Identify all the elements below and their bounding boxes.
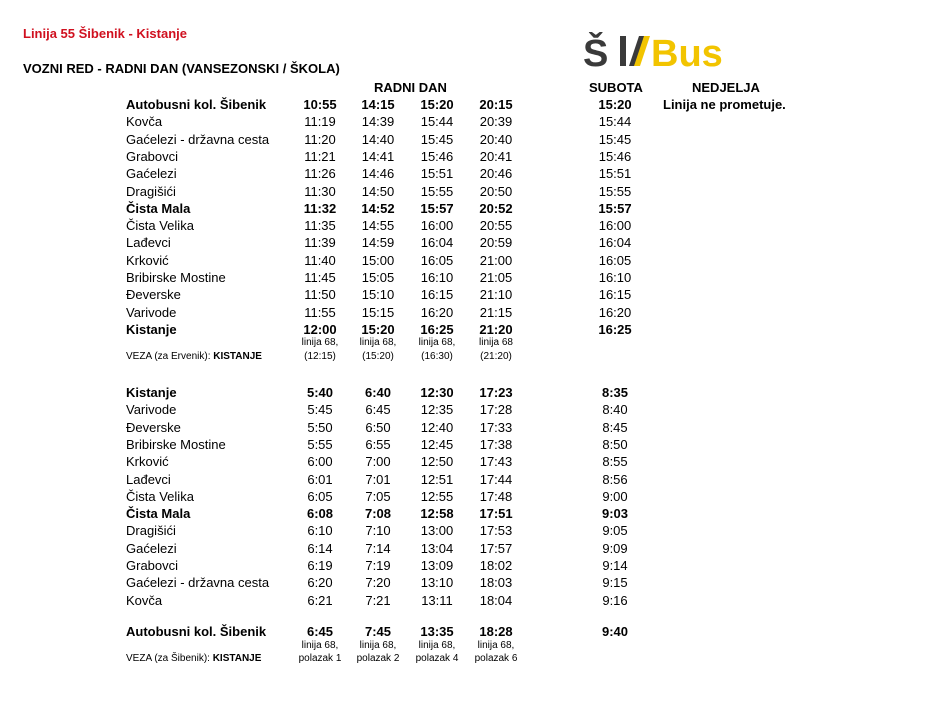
- departure-time: 21:00: [479, 253, 513, 268]
- stop-name: Dragišići: [126, 184, 176, 199]
- saturday-time: 16:05: [598, 253, 632, 268]
- header-radni-dan: RADNI DAN: [374, 80, 447, 95]
- timetable-row: [0, 436, 930, 453]
- saturday-time: 9:00: [602, 489, 628, 504]
- departure-time: 18:02: [479, 558, 513, 573]
- departure-time: 17:51: [479, 506, 513, 521]
- stop-name: Varivode: [126, 305, 177, 320]
- timetable-row: [0, 234, 930, 251]
- departure-time: 15:10: [361, 287, 395, 302]
- departure-time: 20:46: [479, 166, 513, 181]
- departure-time: 11:40: [304, 253, 336, 268]
- departure-time: 16:15: [420, 287, 454, 302]
- departure-time: 20:41: [479, 149, 513, 164]
- departure-time: 5:50: [307, 420, 333, 435]
- saturday-time: 16:04: [598, 235, 632, 250]
- connection-prefix: VEZA (za Ervenik):: [126, 351, 214, 362]
- departure-time: 20:40: [479, 132, 513, 147]
- stop-name: Đeverske: [126, 287, 181, 302]
- timetable-row: [0, 471, 930, 488]
- departure-time: 16:04: [420, 235, 454, 250]
- saturday-time: 15:45: [598, 132, 632, 147]
- departure-time: 18:03: [479, 575, 513, 590]
- departure-time: 16:00: [420, 218, 454, 233]
- departure-time: 20:39: [479, 114, 513, 129]
- timetable-row: [0, 96, 930, 113]
- departure-time: 14:41: [361, 149, 395, 164]
- departure-time: 6:14: [307, 541, 333, 556]
- departure-time: 10:55: [303, 97, 337, 112]
- saturday-time: 9:16: [602, 593, 628, 608]
- departure-time: 15:46: [420, 149, 454, 164]
- departure-time: 13:00: [420, 523, 454, 538]
- departure-time: 7:05: [365, 489, 391, 504]
- saturday-time: 15:20: [598, 97, 632, 112]
- departure-time: 17:43: [479, 454, 513, 469]
- connection-note: (15:20): [362, 351, 394, 362]
- saturday-time: 9:09: [602, 541, 628, 556]
- saturday-time: 9:05: [602, 523, 628, 538]
- departure-time: 6:21: [307, 593, 333, 608]
- departure-time: 17:53: [479, 523, 513, 538]
- saturday-time: 8:55: [602, 454, 628, 469]
- timetable-row: [0, 453, 930, 470]
- connection-note: linija 68,: [477, 640, 515, 651]
- timetable-row: [0, 286, 930, 303]
- departure-time: 13:11: [421, 593, 453, 608]
- departure-time: 11:20: [304, 132, 336, 147]
- departure-time: 14:52: [361, 201, 395, 216]
- departure-time: 11:35: [304, 218, 336, 233]
- departure-time: 11:39: [304, 235, 336, 250]
- departure-time: 15:20: [361, 322, 395, 337]
- stop-name: Čista Velika: [126, 218, 194, 233]
- departure-time: 7:20: [365, 575, 391, 590]
- connection-note: (12:15): [304, 351, 336, 362]
- departure-time: 7:10: [365, 523, 391, 538]
- stop-name: Varivode: [126, 402, 177, 417]
- schedule-title: VOZNI RED - RADNI DAN (VANSEZONSKI / ŠKOLA): [23, 61, 340, 76]
- stop-name: Autobusni kol. Šibenik: [126, 624, 267, 639]
- timetable-row: [0, 183, 930, 200]
- saturday-time: 16:00: [598, 218, 632, 233]
- timetable-row: [0, 252, 930, 269]
- departure-time: 17:44: [479, 472, 513, 487]
- saturday-time: 15:55: [598, 184, 632, 199]
- departure-time: 16:20: [420, 305, 454, 320]
- departure-time: 13:10: [420, 575, 454, 590]
- departure-time: 14:50: [361, 184, 395, 199]
- timetable-row: [0, 401, 930, 418]
- timetable-row: [0, 148, 930, 165]
- connection-note: linija 68,: [418, 337, 456, 348]
- departure-time: 21:10: [479, 287, 513, 302]
- departure-time: 14:15: [361, 97, 395, 112]
- departure-time: 15:20: [420, 97, 454, 112]
- departure-time: 6:00: [307, 454, 333, 469]
- logo-bus-text: Bus: [651, 33, 723, 72]
- departure-time: 14:39: [361, 114, 395, 129]
- saturday-time: 15:51: [598, 166, 632, 181]
- departure-time: 15:51: [420, 166, 454, 181]
- departure-time: 13:04: [420, 541, 454, 556]
- departure-time: 14:55: [361, 218, 395, 233]
- departure-time: 11:50: [304, 287, 336, 302]
- stop-name: Dragišići: [126, 523, 176, 538]
- connection-note: polazak 1: [298, 653, 342, 664]
- departure-time: 11:21: [304, 149, 336, 164]
- sikbus-logo: [583, 30, 751, 72]
- stop-name: Gaćelezi: [126, 166, 177, 181]
- departure-time: 21:15: [479, 305, 513, 320]
- saturday-time: 8:40: [602, 402, 628, 417]
- departure-time: 7:14: [365, 541, 391, 556]
- stop-name: Grabovci: [126, 558, 179, 573]
- stop-name: Čista Mala: [126, 506, 191, 521]
- saturday-time: 8:45: [602, 420, 628, 435]
- departure-time: 6:10: [307, 523, 333, 538]
- departure-time: 6:55: [365, 437, 391, 452]
- timetable-row: [0, 321, 930, 338]
- timetable-row: [0, 113, 930, 130]
- departure-time: 5:55: [307, 437, 333, 452]
- departure-time: 16:05: [420, 253, 454, 268]
- saturday-time: 9:15: [602, 575, 628, 590]
- connection-place: KISTANJE: [212, 653, 262, 664]
- departure-time: 11:26: [304, 166, 336, 181]
- departure-time: 11:55: [304, 305, 336, 320]
- departure-time: 6:19: [307, 558, 333, 573]
- departure-time: 17:48: [479, 489, 513, 504]
- departure-time: 11:19: [304, 114, 336, 129]
- departure-time: 20:55: [479, 218, 513, 233]
- departure-time: 17:38: [479, 437, 513, 452]
- departure-time: 15:45: [420, 132, 454, 147]
- timetable-row: [0, 419, 930, 436]
- saturday-time: 8:50: [602, 437, 628, 452]
- departure-time: 17:28: [479, 402, 513, 417]
- departure-time: 12:50: [420, 454, 454, 469]
- departure-time: 17:33: [479, 420, 513, 435]
- timetable-row: [0, 269, 930, 286]
- timetable-row: [0, 304, 930, 321]
- saturday-time: 9:14: [602, 558, 628, 573]
- connection-place: KISTANJE: [213, 351, 262, 362]
- departure-time: 15:57: [420, 201, 454, 216]
- timetable-row: [0, 384, 930, 401]
- departure-time: 20:59: [479, 235, 513, 250]
- stop-name: Kovča: [126, 114, 163, 129]
- timetable-row: [0, 505, 930, 522]
- stop-name: Grabovci: [126, 149, 179, 164]
- connection-label: [126, 653, 261, 664]
- saturday-time: 9:03: [601, 506, 629, 521]
- departure-time: 5:40: [306, 385, 334, 400]
- departure-time: 16:10: [420, 270, 454, 285]
- departure-time: 20:50: [479, 184, 513, 199]
- saturday-time: 9:40: [601, 624, 629, 639]
- connection-note: linija 68,: [359, 337, 397, 348]
- departure-time: 6:50: [365, 420, 391, 435]
- connection-note: linija 68,: [301, 640, 339, 651]
- departure-time: 12:51: [420, 472, 454, 487]
- timetable-row: [0, 592, 930, 609]
- logo-road-icon: [620, 36, 650, 66]
- stop-name: Đeverske: [126, 420, 181, 435]
- departure-time: 7:21: [365, 593, 391, 608]
- saturday-time: 15:46: [598, 149, 632, 164]
- timetable-row: [0, 623, 930, 640]
- header-nedjelja: NEDJELJA: [692, 80, 760, 95]
- timetable-row: [0, 165, 930, 182]
- departure-time: 6:05: [307, 489, 333, 504]
- timetable-row: [0, 200, 930, 217]
- departure-time: 16:25: [420, 322, 454, 337]
- connection-note: polazak 4: [415, 653, 459, 664]
- saturday-time: 15:57: [598, 201, 632, 216]
- departure-time: 14:40: [361, 132, 395, 147]
- departure-time: 7:00: [365, 454, 391, 469]
- departure-time: 12:35: [420, 402, 454, 417]
- stop-name: Lađevci: [126, 472, 171, 487]
- departure-time: 12:55: [420, 489, 454, 504]
- timetable-row: [0, 574, 930, 591]
- departure-time: 15:44: [420, 114, 454, 129]
- stop-name: Lađevci: [126, 235, 171, 250]
- departure-time: 13:09: [420, 558, 454, 573]
- stop-name: Bribirske Mostine: [126, 437, 226, 452]
- departure-time: 21:05: [479, 270, 513, 285]
- stop-name: Krković: [126, 454, 169, 469]
- stop-name: Kovča: [126, 593, 163, 608]
- connection-label: [126, 351, 262, 362]
- stop-name: Autobusni kol. Šibenik: [126, 97, 267, 112]
- stop-name: Čista Mala: [126, 201, 191, 216]
- departure-time: 20:52: [479, 201, 513, 216]
- departure-time: 17:57: [479, 541, 513, 556]
- departure-time: 12:58: [420, 506, 454, 521]
- departure-time: 15:00: [361, 253, 395, 268]
- departure-time: 7:08: [364, 506, 392, 521]
- connection-note: linija 68,: [301, 337, 339, 348]
- departure-time: 18:28: [479, 624, 513, 639]
- departure-time: 14:59: [361, 235, 395, 250]
- timetable-row: [0, 488, 930, 505]
- departure-time: 20:15: [479, 97, 513, 112]
- departure-time: 5:45: [307, 402, 333, 417]
- timetable-row: [0, 131, 930, 148]
- stop-name: Krković: [126, 253, 169, 268]
- departure-time: 18:04: [479, 593, 513, 608]
- departure-time: 12:00: [303, 322, 337, 337]
- departure-time: 6:45: [365, 402, 391, 417]
- header-subota: SUBOTA: [589, 80, 643, 95]
- timetable-row: [0, 540, 930, 557]
- timetable-row: [0, 217, 930, 234]
- stop-name: Gaćelezi: [126, 541, 177, 556]
- departure-time: 17:23: [479, 385, 513, 400]
- departure-time: 12:45: [420, 437, 454, 452]
- saturday-time: 16:10: [598, 270, 632, 285]
- timetable-row: [0, 557, 930, 574]
- departure-time: 6:20: [307, 575, 333, 590]
- departure-time: 7:45: [364, 624, 392, 639]
- connection-note: linija 68,: [418, 640, 456, 651]
- departure-time: 6:01: [307, 472, 333, 487]
- saturday-time: 16:15: [598, 287, 632, 302]
- stop-name: Kistanje: [126, 322, 177, 337]
- saturday-time: 16:20: [598, 305, 632, 320]
- connection-note: (21:20): [480, 351, 512, 362]
- line-title: Linija 55 Šibenik - Kistanje: [23, 26, 187, 41]
- departure-time: 15:05: [361, 270, 395, 285]
- departure-time: 6:08: [306, 506, 334, 521]
- stop-name: Bribirske Mostine: [126, 270, 226, 285]
- saturday-time: 8:56: [602, 472, 628, 487]
- connection-note: (16:30): [421, 351, 453, 362]
- departure-time: 12:30: [420, 385, 454, 400]
- departure-time: 14:46: [361, 166, 395, 181]
- stop-name: Gaćelezi - državna cesta: [126, 132, 270, 147]
- departure-time: 13:35: [420, 624, 454, 639]
- sunday-note: Linija ne prometuje.: [663, 97, 786, 112]
- svg-text:Š: Š: [583, 33, 609, 72]
- departure-time: 12:40: [420, 420, 454, 435]
- departure-time: 11:45: [304, 270, 336, 285]
- connection-note: linija 68,: [359, 640, 397, 651]
- saturday-time: 15:44: [598, 114, 632, 129]
- stop-name: Gaćelezi - državna cesta: [126, 575, 270, 590]
- departure-time: 15:55: [420, 184, 454, 199]
- departure-time: 11:32: [303, 201, 337, 216]
- saturday-time: 16:25: [598, 322, 632, 337]
- timetable-row: [0, 522, 930, 539]
- connection-prefix: VEZA (za Šibenik):: [126, 653, 213, 664]
- connection-note: linija 68: [479, 337, 513, 348]
- departure-time: 7:01: [365, 472, 391, 487]
- saturday-time: 8:35: [601, 385, 629, 400]
- stop-name: Kistanje: [126, 385, 177, 400]
- departure-time: 21:20: [479, 322, 513, 337]
- departure-time: 6:40: [364, 385, 392, 400]
- departure-time: 7:19: [365, 558, 391, 573]
- departure-time: 6:45: [306, 624, 334, 639]
- connection-note: polazak 2: [356, 653, 400, 664]
- departure-time: 11:30: [304, 184, 336, 199]
- departure-time: 15:15: [361, 305, 395, 320]
- stop-name: Čista Velika: [126, 489, 194, 504]
- connection-note: polazak 6: [474, 653, 518, 664]
